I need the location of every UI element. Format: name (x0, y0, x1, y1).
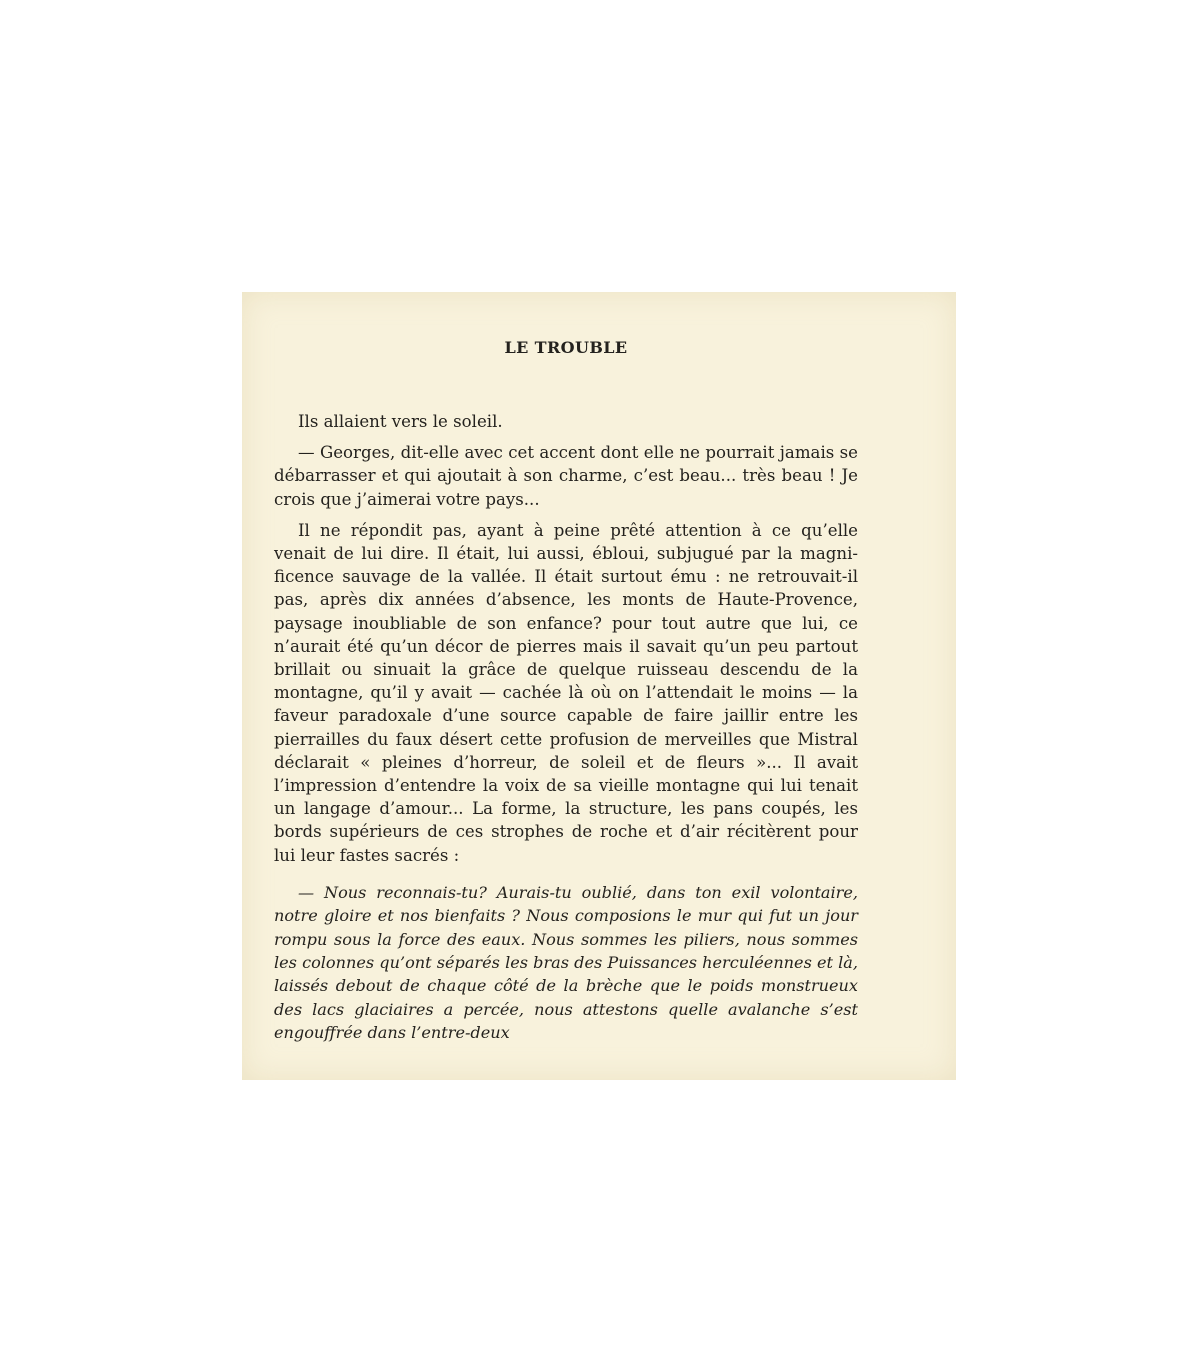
paragraph-narration: Il ne répondit pas, ayant à peine prêté attention à ce qu’elle venait de lui dire. Il était, lui aussi, ébloui, subjugué par la magnificence sauvage de la vallée. Il était surtout ému : ne retrouvait-il pas, après dix années d’absence, les monts de Haute-Provence, paysage inoubliable de son enfance? pour tout autre que lui, ce n’aurait été qu’un décor de pierres mais il savait qu’un peu partout brillait ou sinuait la grâce de quelque ruisseau descendu de la montagne, qu’il y avait — cachée là où on l’attendait le moins — la faveur paradoxale d’une source capable de faire jaillir entre les pierrailles du faux désert cette profusion de merveilles que Mistral déclarait « pleines d’horreur, de soleil et de fleurs »... Il avait l’impression d’entendre la voix de sa vieille montagne qui lui tenait un langage d’amour... La forme, la structure, les pans coupés, les bords supérieurs de ces strophes de roche et d’air récitèrent pour lui leur fastes sacrés : (274, 520, 858, 865)
paragraph-mountain-voice: — Nous reconnais-tu? Aurais-tu oublié, dans ton exil volontaire, notre gloire et nos bienfaits ? Nous composions le mur qui fut un jour rompu sous la force des eaux. Nous sommes les piliers, nous sommes les colonnes qu’ont séparés les bras des Puissances herculéennes et là, laissés debout de chaque côté de la brèche que le poids monstrueux des lacs glaciaires a percée, nous attestons quelle avalanche s’est engouffrée dans l’entre-deux (274, 882, 858, 1043)
paragraph-opening: Ils allaient vers le soleil. (298, 412, 503, 431)
chapter-title: LE TROUBLE (504, 338, 628, 357)
page-text (274, 336, 858, 1045)
book-page (242, 292, 956, 1080)
paragraph-dialogue: — Georges, dit-elle avec cet accent dont elle ne pourrait jamais se débarrasser et qui ajoutait à son charme, c’est beau... très beau ! Je crois que j’aimerai votre pays... (274, 443, 858, 509)
